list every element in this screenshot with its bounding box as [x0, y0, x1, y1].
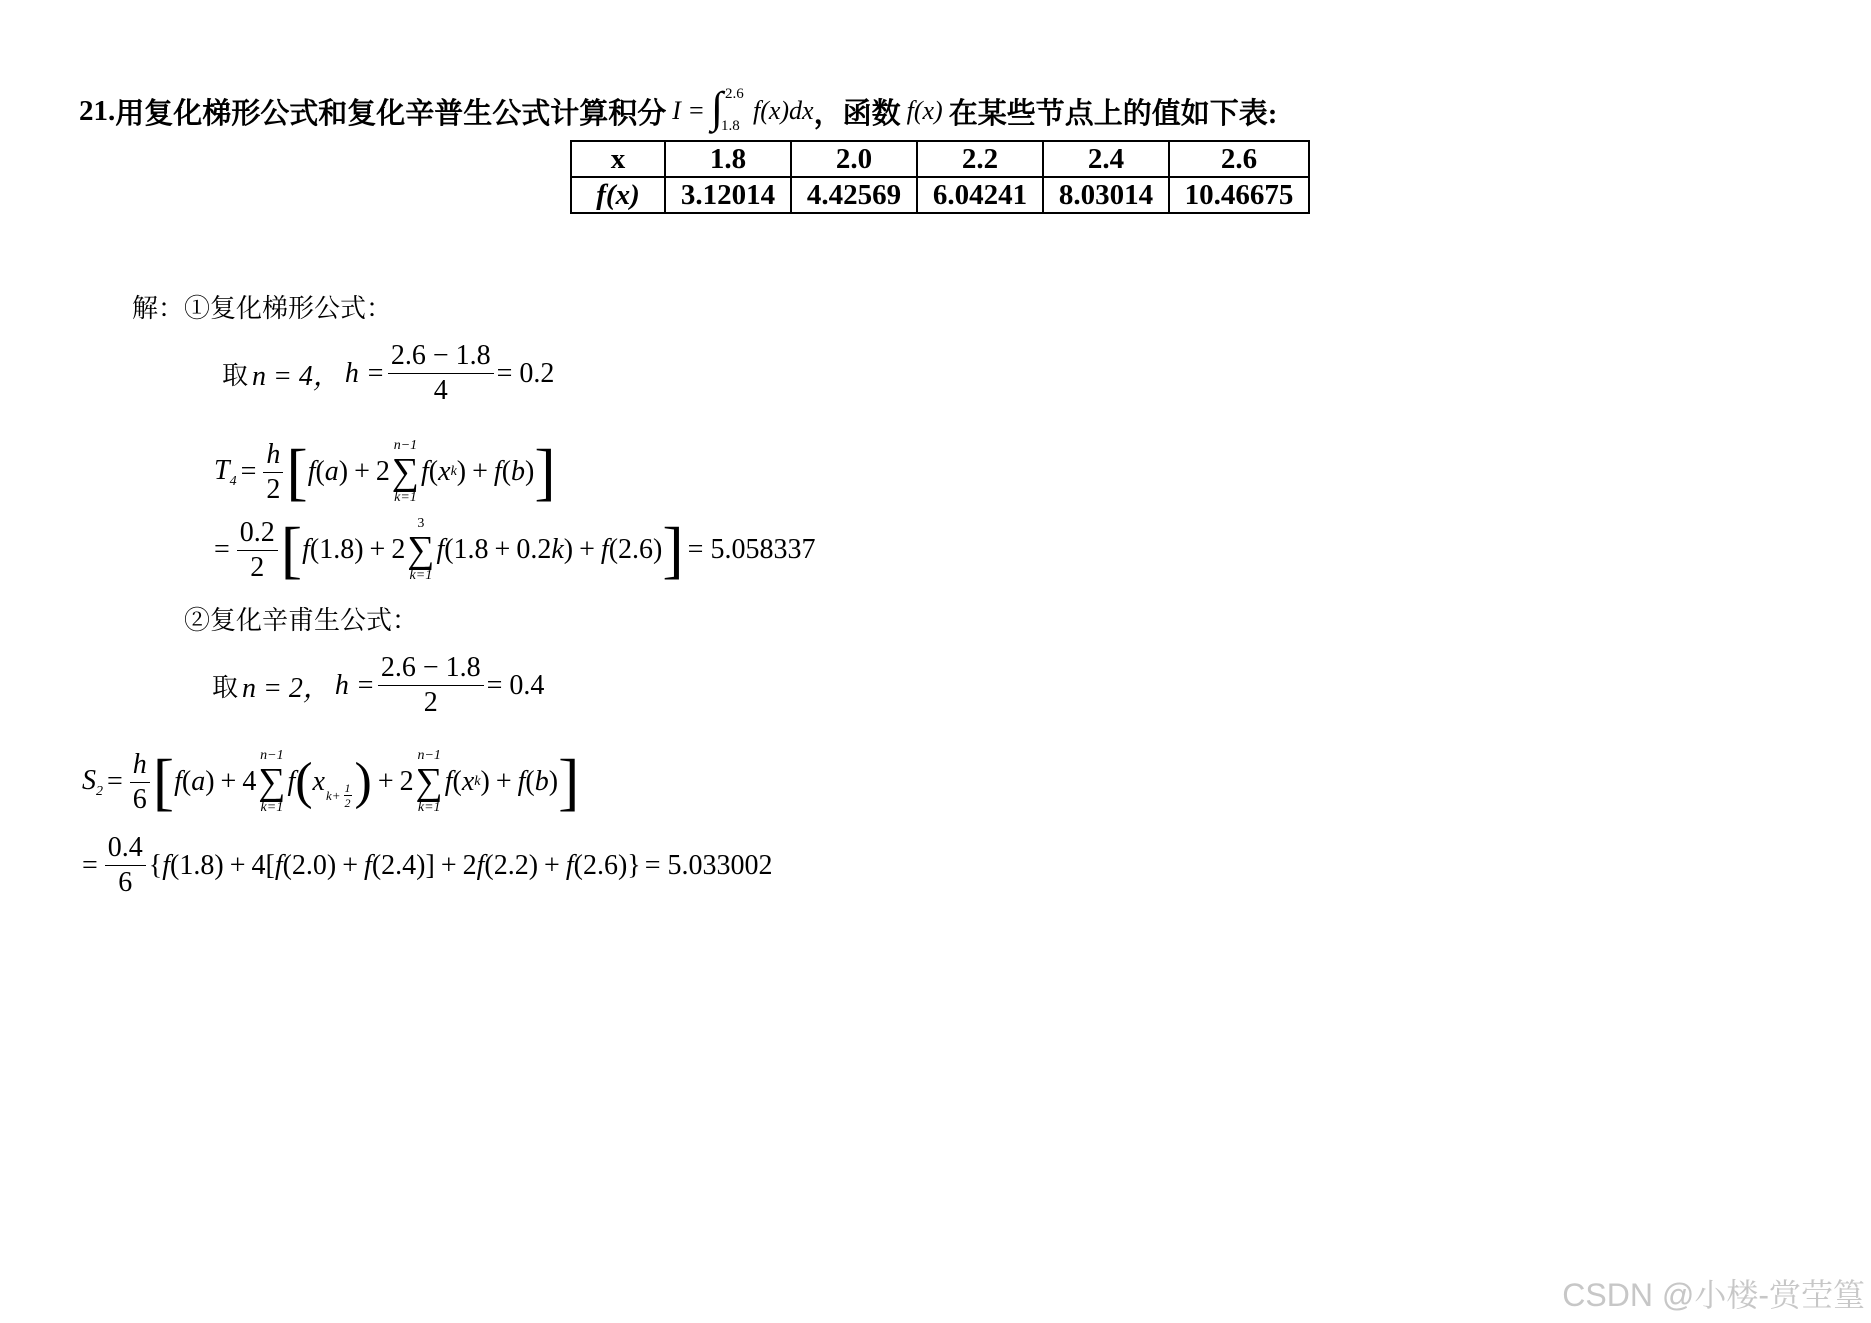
trap-h-numerator: 2.6 − 1.8	[388, 340, 494, 374]
trap-h-denominator: 4	[433, 375, 448, 406]
x-value: 2.2	[917, 141, 1043, 177]
simp-n: n = 2，	[242, 672, 331, 704]
x-value: 2.0	[791, 141, 917, 177]
sum-symbol: n−1 ∑ k=1	[258, 748, 286, 815]
S2-result: = 5.033002	[644, 849, 773, 881]
fx-header: f(x)	[571, 177, 665, 213]
half-node: x k+ $\frac{1}{2}$	[312, 766, 351, 810]
trap-n: n = 4，	[252, 360, 341, 392]
integral-lhs: I =	[672, 96, 705, 125]
trap-h-result: = 0.2	[496, 357, 555, 389]
sum-symbol: 3 ∑ k=1	[407, 516, 435, 583]
value-table	[570, 140, 1310, 214]
integral-sign: ∫ 2.6 1.8	[710, 83, 744, 134]
trap-step-label: 取	[222, 361, 249, 390]
T4-result: = 5.058337	[687, 534, 816, 565]
problem-statement	[79, 83, 1278, 134]
simpson-label: ②复化辛甫生公式：	[184, 606, 419, 635]
T4-h-fraction: $\frac{h}{2}$	[263, 439, 283, 506]
integrand: f(x)dx	[752, 96, 814, 125]
fx-value: 10.46675	[1169, 177, 1309, 213]
S2-h-fraction: $\frac{h}{6}$	[130, 749, 150, 816]
simp-h-numerator: 2.6 − 1.8	[378, 652, 484, 686]
problem-number: 21.	[79, 94, 116, 127]
x-value: 2.4	[1043, 141, 1169, 177]
integral-upper-limit: 2.6	[724, 86, 744, 102]
simp-h-result: = 0.4	[486, 669, 545, 701]
S2-symbol: $S_2$	[82, 764, 103, 799]
csdn-watermark: CSDN @小楼-赏茔篁	[1562, 1277, 1865, 1313]
problem-text-before: 用复化梯形公式和复化辛普生公式计算积分	[115, 97, 667, 130]
T4-step-fraction: $\frac{0.2}{2}$	[237, 517, 278, 584]
simp-step-label: 取	[212, 673, 239, 702]
fx-row	[571, 177, 1309, 213]
simpson-evaluation: = $\frac{0.4}{6}$ { f (1.8) + 4[ f (2.0) + f (2.4)] + 2 f (2.2) + f (2.6)} = 5.033002	[82, 832, 773, 898]
function-name: f(x)	[906, 96, 943, 125]
sum-symbol: n−1 ∑ k=1	[415, 748, 443, 815]
problem-text-middle: ，函数	[813, 97, 901, 130]
simpson-formula: $S_2$ = $\frac{h}{6}$ [ f ( a ) + 4 n−1 ∑ k=1 f ( x k+ $\frac{1}{2}$ ) + 2 n−1 ∑ k=1 f ( x k ) + f ( b ) ]	[82, 746, 580, 817]
trap-evaluation: = $\frac{0.2}{2}$ [ f (1.8) + 2 3 ∑ k=1 f (1.8 + 0.2 k ) + f (2.6) ] = 5.058337	[214, 514, 816, 585]
T4-symbol: $T_4$	[214, 454, 237, 489]
solution-intro: 解：①复化梯形公式：	[132, 294, 393, 323]
trap-step-line	[222, 340, 554, 407]
x-value: 1.8	[665, 141, 791, 177]
x-value: 2.6	[1169, 141, 1309, 177]
simp-h-fraction	[378, 652, 484, 719]
integral-lower-limit: 1.8	[720, 118, 740, 134]
problem-text-after: 在某些节点上的值如下表:	[948, 97, 1278, 130]
simp-h-denominator: 2	[423, 687, 438, 718]
fx-value: 4.42569	[791, 177, 917, 213]
fx-value: 8.03014	[1043, 177, 1169, 213]
trap-h-fraction	[388, 340, 494, 407]
x-row	[571, 141, 1309, 177]
x-header: x	[571, 141, 665, 177]
simp-h-lhs: h =	[334, 669, 375, 701]
sum-symbol: n−1 ∑ k=1	[391, 438, 420, 505]
fx-value: 3.12014	[665, 177, 791, 213]
trap-formula: $T_4$ = $\frac{h}{2}$ [ f ( a ) + 2 n−1 ∑ k=1 f ( x k ) + f ( b ) ]	[214, 436, 556, 507]
fx-value: 6.04241	[917, 177, 1043, 213]
S2-step-fraction: $\frac{0.4}{6}$	[105, 832, 146, 899]
trap-h-lhs: h =	[344, 357, 385, 389]
simp-step-line	[212, 652, 544, 719]
